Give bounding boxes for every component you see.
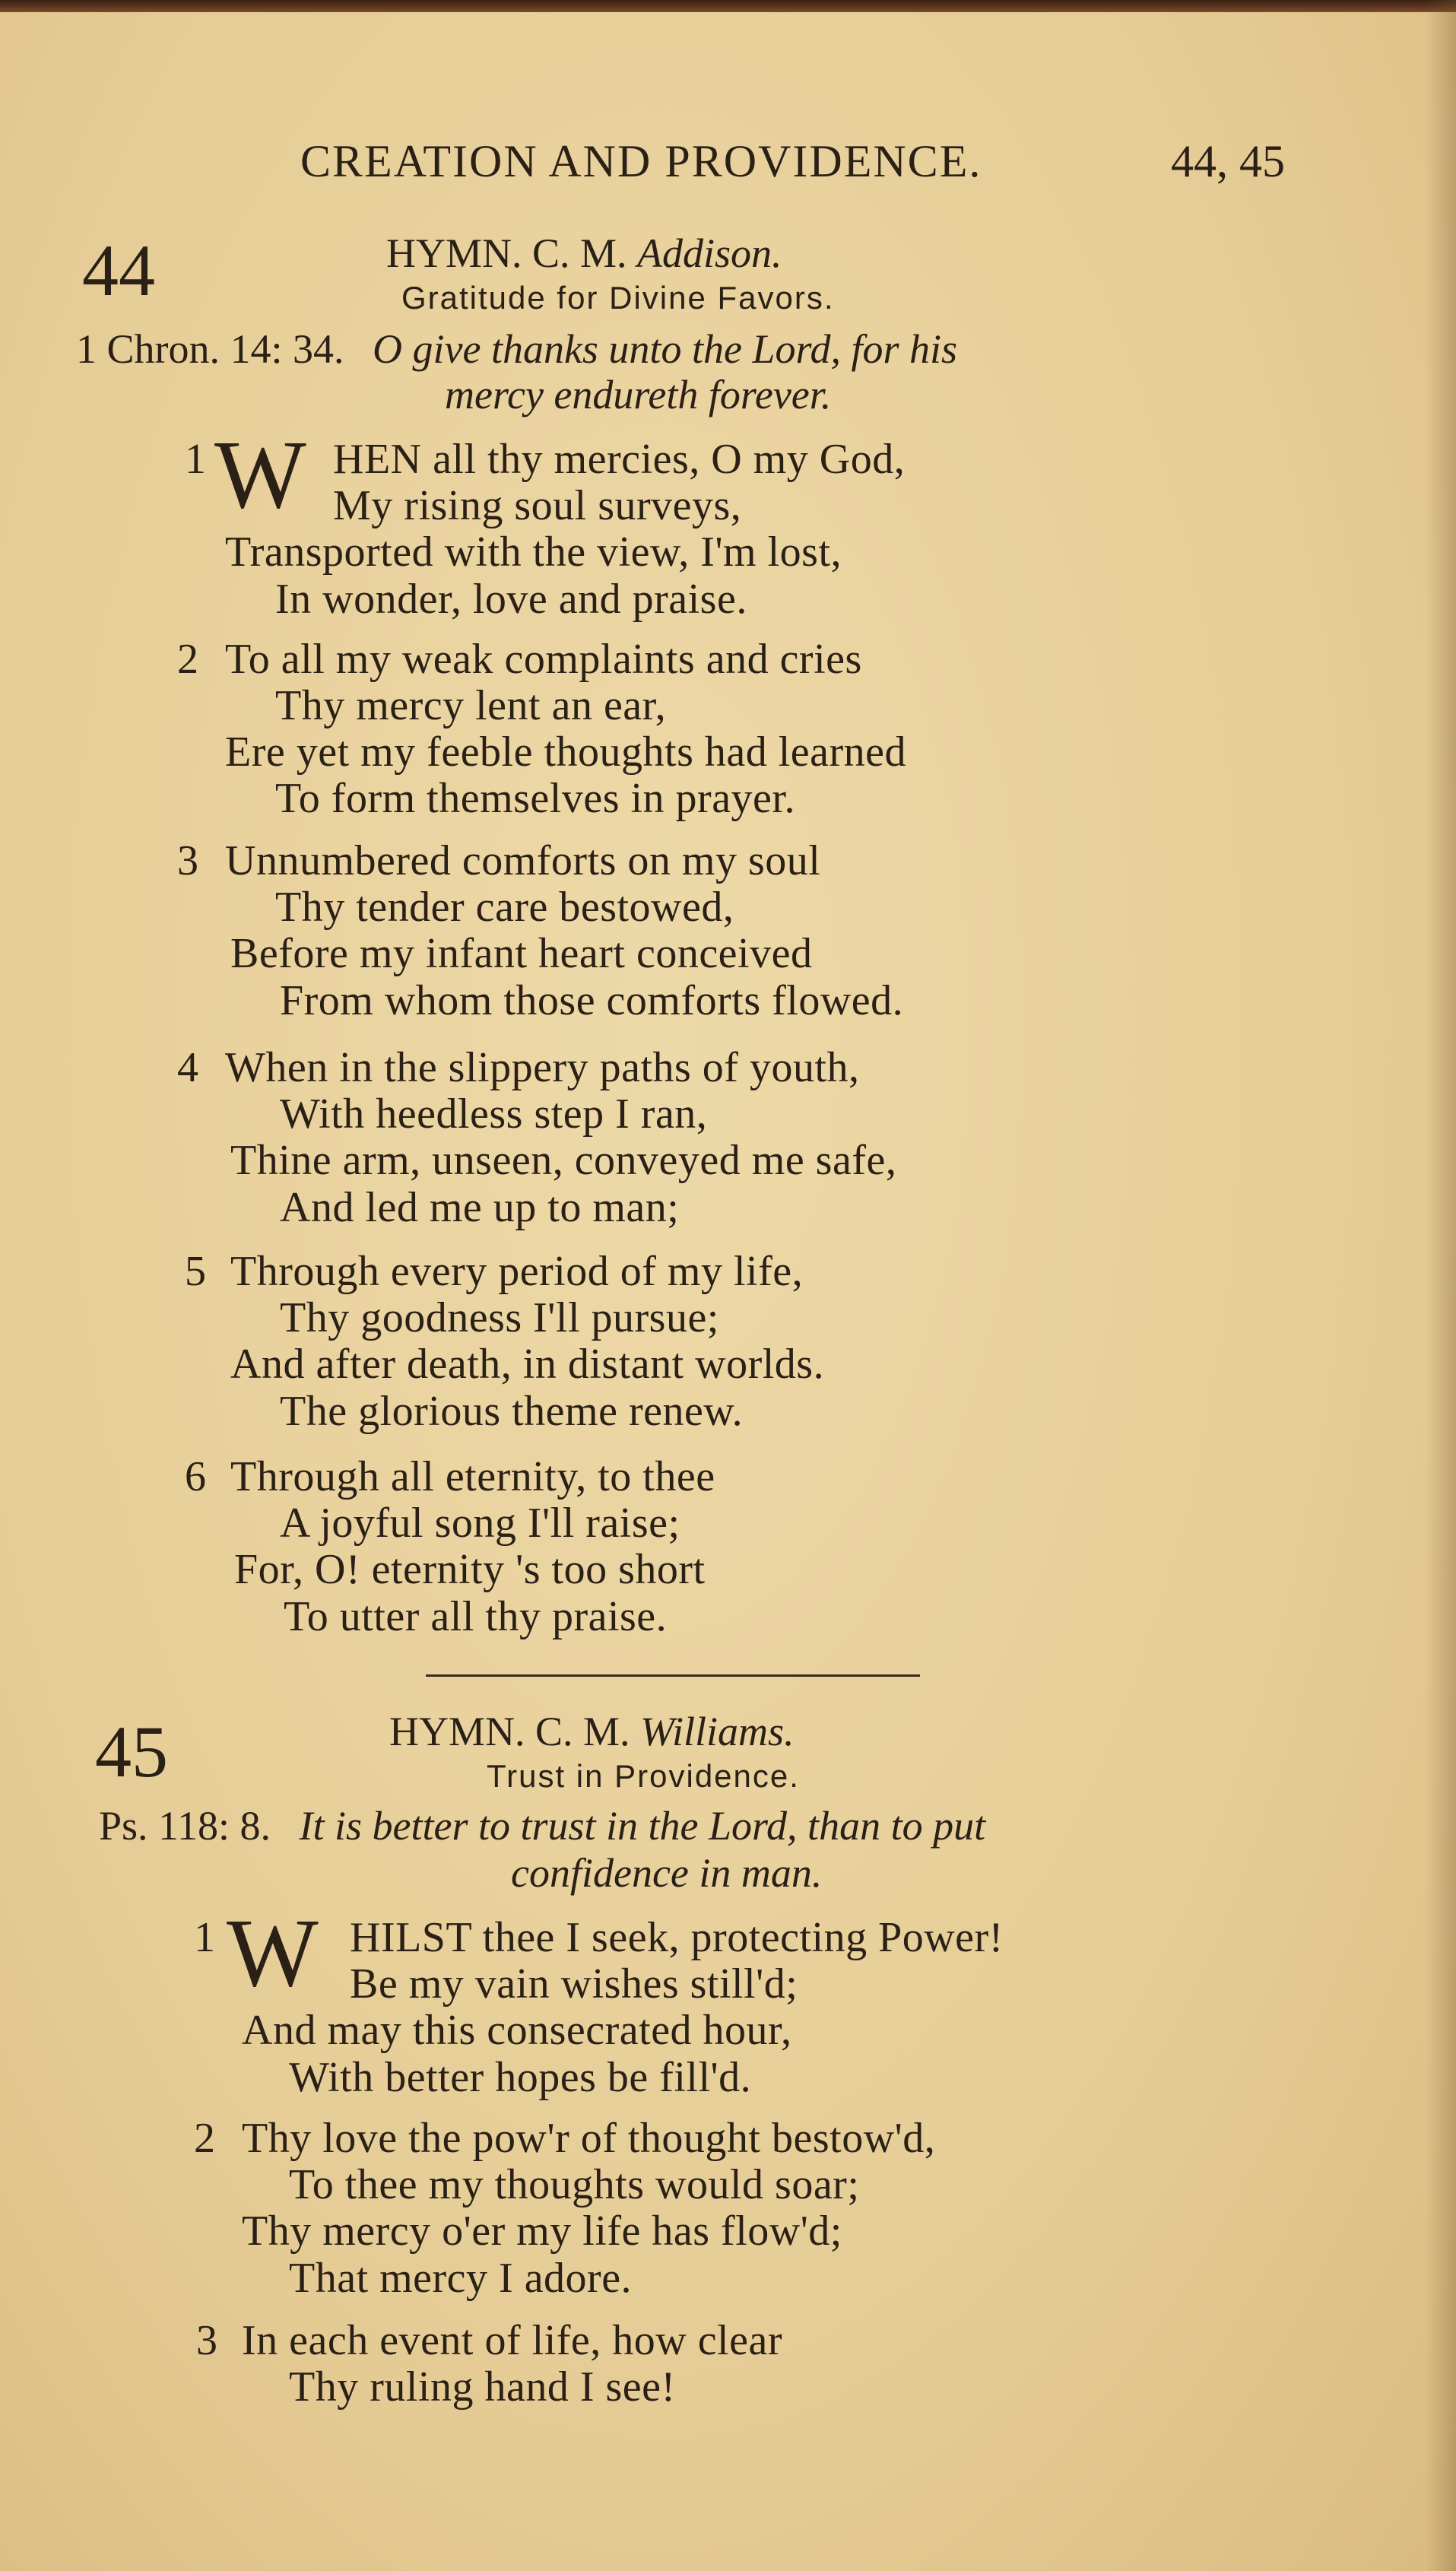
verse-number: 2 (177, 636, 198, 683)
hymn-title (386, 230, 782, 277)
verse-line: In wonder, love and praise. (275, 576, 747, 623)
section-divider (426, 1674, 920, 1677)
scripture-ref: 1 Chron. 14: 34. (76, 326, 344, 372)
verse-line: To utter all thy praise. (284, 1593, 668, 1640)
verse-line: HEN all thy mercies, O my God, (333, 436, 906, 483)
verse-line: A joyful song I'll raise; (280, 1500, 680, 1547)
verse-line: Unnumbered comforts on my soul (225, 837, 821, 884)
page-numbers: 44, 45 (1171, 136, 1285, 186)
verse-line: In each event of life, how clear (242, 2317, 782, 2364)
hymn-meter: HYMN. C. M. (386, 230, 627, 276)
verse-line: Thy love the pow'r of thought bestow'd, (242, 2115, 936, 2162)
hymn-number: 44 (82, 230, 155, 311)
drop-cap: W (227, 1899, 319, 2007)
scripture-line (99, 1802, 985, 1849)
verse-number: 2 (194, 2115, 215, 2162)
verse-line: Through every period of my life, (230, 1248, 804, 1295)
verse-line: That mercy I adore. (289, 2255, 633, 2302)
hymn-author: Addison. (637, 230, 782, 276)
verse-line: The glorious theme renew. (280, 1388, 744, 1435)
verse-line: Before my infant heart conceived (230, 930, 813, 977)
verse-line: Thy mercy lent an ear, (275, 682, 667, 729)
page-right-edge (1426, 0, 1456, 2571)
hymn-meter: HYMN. C. M. (389, 1709, 630, 1754)
scripture-text-cont: confidence in man. (511, 1850, 823, 1896)
hymn-title (389, 1708, 795, 1755)
verse-number: 5 (185, 1248, 206, 1295)
verse-line: HILST thee I seek, protecting Power! (350, 1914, 1004, 1961)
verse-line: For, O! eternity 's too short (234, 1546, 706, 1593)
scripture-text: It is better to trust in the Lord, than to put (299, 1803, 986, 1849)
verse-line: My rising soul surveys, (333, 482, 742, 529)
page-top-edge (0, 0, 1456, 12)
verse-line: With better hopes be fill'd. (289, 2054, 752, 2101)
scripture-text: O give thanks unto the Lord, for his (373, 326, 957, 372)
verse-number: 1 (185, 436, 206, 483)
scripture-text-cont: mercy endureth forever. (445, 372, 832, 417)
verse-line: And may this consecrated hour, (242, 2007, 792, 2054)
running-head: CREATION AND PROVIDENCE. (300, 136, 982, 186)
verse-line: When in the slippery paths of youth, (225, 1044, 860, 1091)
verse-line: To form themselves in prayer. (275, 775, 795, 822)
verse-line: Thy mercy o'er my life has flow'd; (242, 2208, 842, 2255)
verse-number: 3 (177, 837, 198, 884)
verse-number: 1 (194, 1914, 215, 1961)
verse-line: And led me up to man; (280, 1184, 680, 1231)
hymn-subtitle: Trust in Providence. (487, 1758, 800, 1794)
verse-line: And after death, in distant worlds. (230, 1341, 825, 1388)
scripture-line (76, 325, 957, 373)
verse-line: Transported with the view, I'm lost, (225, 528, 842, 576)
verse-line: To thee my thoughts would soar; (289, 2161, 860, 2208)
verse-line: Thy tender care bestowed, (275, 884, 734, 931)
verse-line: With heedless step I ran, (280, 1090, 708, 1138)
verse-line: From whom those comforts flowed. (280, 977, 904, 1024)
hymn-number: 45 (95, 1711, 168, 1792)
drop-cap: W (214, 421, 306, 528)
verse-number: 6 (185, 1453, 206, 1500)
verse-number: 4 (177, 1044, 198, 1091)
hymn-subtitle: Gratitude for Divine Favors. (401, 280, 835, 316)
verse-line: Thine arm, unseen, conveyed me safe, (230, 1137, 897, 1184)
verse-number: 3 (196, 2317, 217, 2364)
verse-line: Thy goodness I'll pursue; (280, 1294, 719, 1341)
verse-line: To all my weak complaints and cries (225, 636, 862, 683)
verse-line: Ere yet my feeble thoughts had learned (225, 728, 906, 776)
verse-line: Be my vain wishes still'd; (350, 1960, 798, 2008)
scripture-ref: Ps. 118: 8. (99, 1803, 271, 1849)
verse-line: Through all eternity, to thee (230, 1453, 715, 1500)
verse-line: Thy ruling hand I see! (289, 2363, 676, 2411)
hymn-author: Williams. (640, 1709, 795, 1754)
